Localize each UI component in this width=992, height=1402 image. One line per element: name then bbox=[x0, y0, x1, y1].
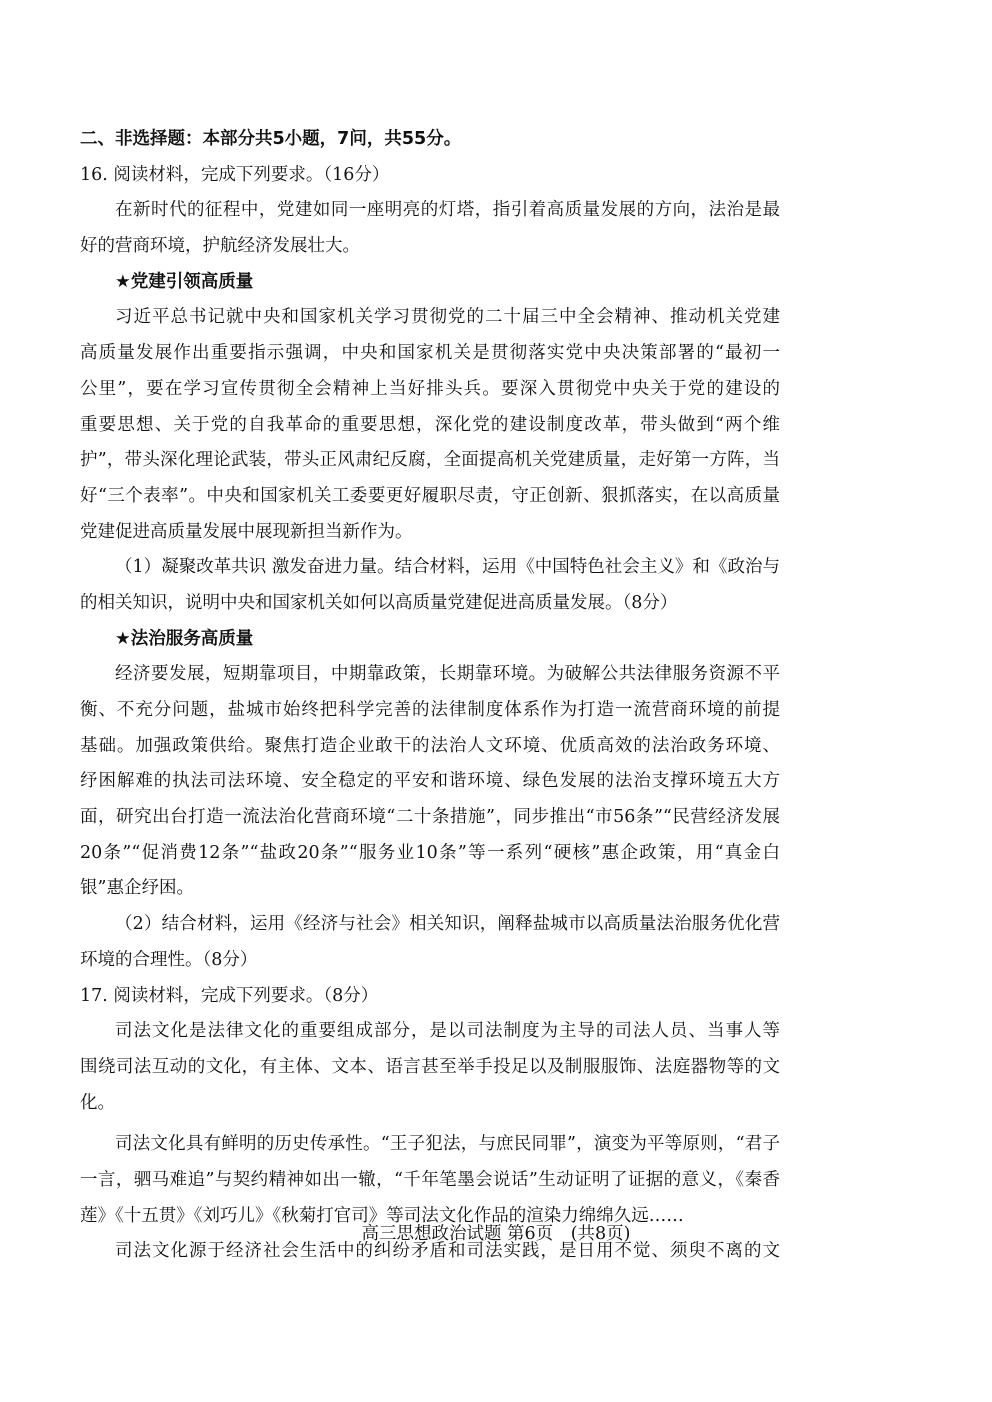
section-heading: 二、非选择题：本部分共5小题，7问，共55分。 bbox=[80, 129, 462, 149]
q16-question2-line: 环境的合理性。（8分） bbox=[80, 949, 258, 970]
page-footer: 高三思想政治试题 第6页 (共8页) bbox=[361, 1224, 631, 1244]
q16-part2-material-line: 经济要发展，短期靠项目，中期靠政策，长期靠环境。为破解公共法律服务资源不平 bbox=[115, 664, 780, 685]
q16-part2-material-line: 基础。加强政策供给。聚焦打造企业敢干的法治人文环境、优质高效的法治政务环境、 bbox=[80, 735, 780, 756]
q16-part1-material-line: 好“三个表率”。中央和国家机关工委要更好履职尽责，守正创新、狠抓落实，在以高质量 bbox=[80, 485, 780, 506]
q16-question1-line: 的相关知识，说明中央和国家机关如何以高质量党建促进高质量发展。（8分） bbox=[80, 592, 678, 613]
q16-title: 16. 阅读材料，完成下列要求。（16分） bbox=[80, 164, 390, 185]
q16-question2-line: （2）结合材料，运用《经济与社会》相关知识，阐释盐城市以高质量法治服务优化营 bbox=[115, 914, 780, 935]
q17-title: 17. 阅读材料，完成下列要求。（8分） bbox=[80, 985, 379, 1006]
q16-part1-material-line: 高质量发展作出重要指示强调，中央和国家机关是贯彻落实党中央决策部署的“最初一 bbox=[80, 343, 780, 364]
q17-para2-line: 莲》《十五贯》《刘巧儿》《秋菊打官司》等司法文化作品的渲染力绵绵久远…… bbox=[80, 1205, 684, 1226]
exam-page bbox=[80, 122, 780, 1270]
q17-para2-line: 司法文化具有鲜明的历史传承性。“王子犯法，与庶民同罪”，演变为平等原则，“君子 bbox=[115, 1134, 780, 1155]
q17-para2-line: 一言，驷马难追”与契约精神如出一辙，“千年笔墨会说话”生动证明了证据的意义，《秦香 bbox=[80, 1169, 780, 1190]
q16-part1-material-line: 党建促进高质量发展中展现新担当新作为。 bbox=[80, 521, 413, 542]
q16-part2-material-line: 衡、不充分问题，盐城市始终把科学完善的法律制度体系作为打造一流营商环境的前提 bbox=[80, 700, 780, 720]
q16-intro-line: 好的营商环境，护航经济发展壮大。 bbox=[80, 236, 360, 257]
q16-part2-material-line: 20条”“促消费12条”“盐政20条”“服务业10条”等一系列“硬核”惠企政策，用“真金白 bbox=[80, 842, 780, 863]
q16-part1-heading: ★党建引领高质量 bbox=[115, 271, 254, 292]
q16-part1-material-line: 习近平总书记就中央和国家机关学习贯彻党的二十届三中全会精神、推动机关党建 bbox=[115, 307, 780, 328]
q16-part2-heading: ★法治服务高质量 bbox=[115, 628, 254, 649]
q17-para1-line: 化。 bbox=[80, 1092, 115, 1113]
q16-question1-line: （1）凝聚改革共识 激发奋进力量。结合材料，运用《中国特色社会主义》和《政治与 bbox=[115, 557, 780, 578]
q16-part2-material-line: 面，研究出台打造一流法治化营商环境“二十条措施”，同步推出“市56条”“民营经济发展 bbox=[80, 807, 780, 828]
q17-para1-line: 司法文化是法律文化的重要组成部分，是以司法制度为主导的司法人员、当事人等 bbox=[115, 1021, 780, 1042]
q16-part2-material-line: 纾困解难的执法司法环境、安全稳定的平安和谐环境、绿色发展的法治支撑环境五大方 bbox=[80, 771, 780, 792]
q16-part1-material-line: 重要思想、关于党的自我革命的重要思想，深化党的建设制度改革，带头做到“两个维 bbox=[80, 414, 780, 435]
q17-para1-line: 围绕司法互动的文化，有主体、文本、语言甚至举手投足以及制服服饰、法庭器物等的文 bbox=[80, 1056, 780, 1077]
q16-part1-material-line: 护”，带头深化理论武装，带头正风肃纪反腐，全面提高机关党建质量，走好第一方阵，当 bbox=[80, 450, 780, 471]
q17-para3-line: 司法文化源于经济社会生活中的纠纷矛盾和司法实践，是日用不觉、须臾不离的文 bbox=[115, 1241, 780, 1262]
q16-intro-line: 在新时代的征程中，党建如同一座明亮的灯塔，指引着高质量发展的方向，法治是最 bbox=[115, 200, 780, 221]
q16-part1-material-line: 公里”，要在学习宣传贯彻全会精神上当好排头兵。要深入贯彻党中央关于党的建设的 bbox=[80, 378, 780, 399]
q16-part2-material-line: 银”惠企纾困。 bbox=[80, 878, 194, 899]
